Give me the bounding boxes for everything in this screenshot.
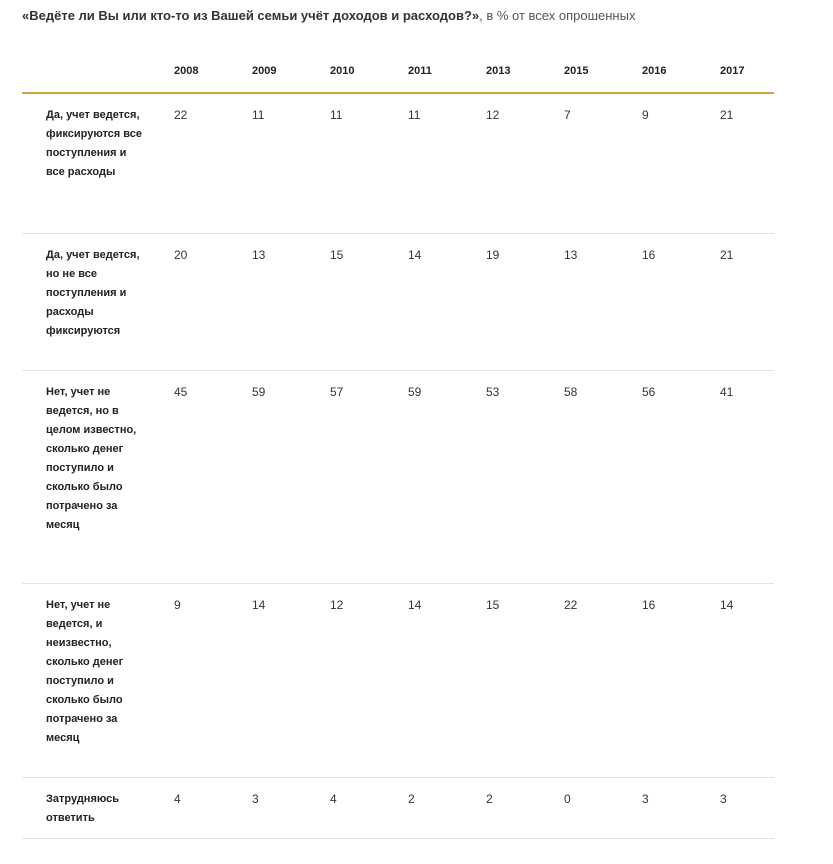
value-cell: 4	[310, 778, 388, 839]
value-cell: 14	[388, 584, 466, 778]
row-label: Нет, учет не ведется, но в целом известно, сколько денег поступило и сколько было потрачено за месяц	[22, 371, 154, 584]
year-header-2011: 2011	[388, 50, 466, 93]
value-cell: 14	[232, 584, 310, 778]
value-cell: 2	[388, 778, 466, 839]
value-cell: 3	[232, 778, 310, 839]
value-cell: 22	[544, 584, 622, 778]
value-cell: 15	[466, 584, 544, 778]
value-cell: 13	[544, 234, 622, 371]
value-cell: 58	[544, 371, 622, 584]
value-cell: 4	[154, 778, 232, 839]
value-cell: 57	[310, 371, 388, 584]
value-cell: 9	[622, 93, 700, 234]
value-cell: 59	[232, 371, 310, 584]
year-header-2015: 2015	[544, 50, 622, 93]
year-header-2013: 2013	[466, 50, 544, 93]
survey-question: «Ведёте ли Вы или кто-то из Вашей семьи учёт доходов и расходов?»	[22, 8, 480, 23]
value-cell: 16	[622, 584, 700, 778]
value-cell: 14	[388, 234, 466, 371]
value-cell: 21	[700, 93, 774, 234]
caption-suffix: , в % от всех опрошенных	[479, 8, 636, 23]
value-cell: 53	[466, 371, 544, 584]
table-row	[22, 778, 774, 839]
year-header-2016: 2016	[622, 50, 700, 93]
value-cell: 11	[232, 93, 310, 234]
table-caption	[22, 7, 635, 25]
value-cell: 22	[154, 93, 232, 234]
value-cell: 7	[544, 93, 622, 234]
value-cell: 21	[700, 234, 774, 371]
table-row	[22, 93, 774, 234]
value-cell: 15	[310, 234, 388, 371]
year-header-2010: 2010	[310, 50, 388, 93]
value-cell: 0	[544, 778, 622, 839]
value-cell: 14	[700, 584, 774, 778]
value-cell: 3	[700, 778, 774, 839]
table-row	[22, 371, 774, 584]
header-row	[22, 50, 774, 93]
value-cell: 45	[154, 371, 232, 584]
value-cell: 9	[154, 584, 232, 778]
value-cell: 12	[466, 93, 544, 234]
value-cell: 13	[232, 234, 310, 371]
row-label: Затрудняюсь ответить	[22, 778, 154, 839]
value-cell: 11	[310, 93, 388, 234]
row-label: Нет, учет не ведется, и неизвестно, сколько денег поступило и сколько было потрачено за месяц	[22, 584, 154, 778]
value-cell: 59	[388, 371, 466, 584]
value-cell: 3	[622, 778, 700, 839]
value-cell: 19	[466, 234, 544, 371]
value-cell: 2	[466, 778, 544, 839]
table-row	[22, 234, 774, 371]
year-header-2008: 2008	[154, 50, 232, 93]
value-cell: 56	[622, 371, 700, 584]
header-label-cell	[22, 50, 154, 93]
year-header-2009: 2009	[232, 50, 310, 93]
value-cell: 41	[700, 371, 774, 584]
year-header-2017: 2017	[700, 50, 774, 93]
value-cell: 16	[622, 234, 700, 371]
row-label: Да, учет ведется, фиксируются все поступления и все расходы	[22, 93, 154, 234]
value-cell: 20	[154, 234, 232, 371]
value-cell: 12	[310, 584, 388, 778]
survey-table	[22, 50, 774, 839]
table-row	[22, 584, 774, 778]
row-label: Да, учет ведется, но не все поступления и расходы фиксируются	[22, 234, 154, 371]
value-cell: 11	[388, 93, 466, 234]
